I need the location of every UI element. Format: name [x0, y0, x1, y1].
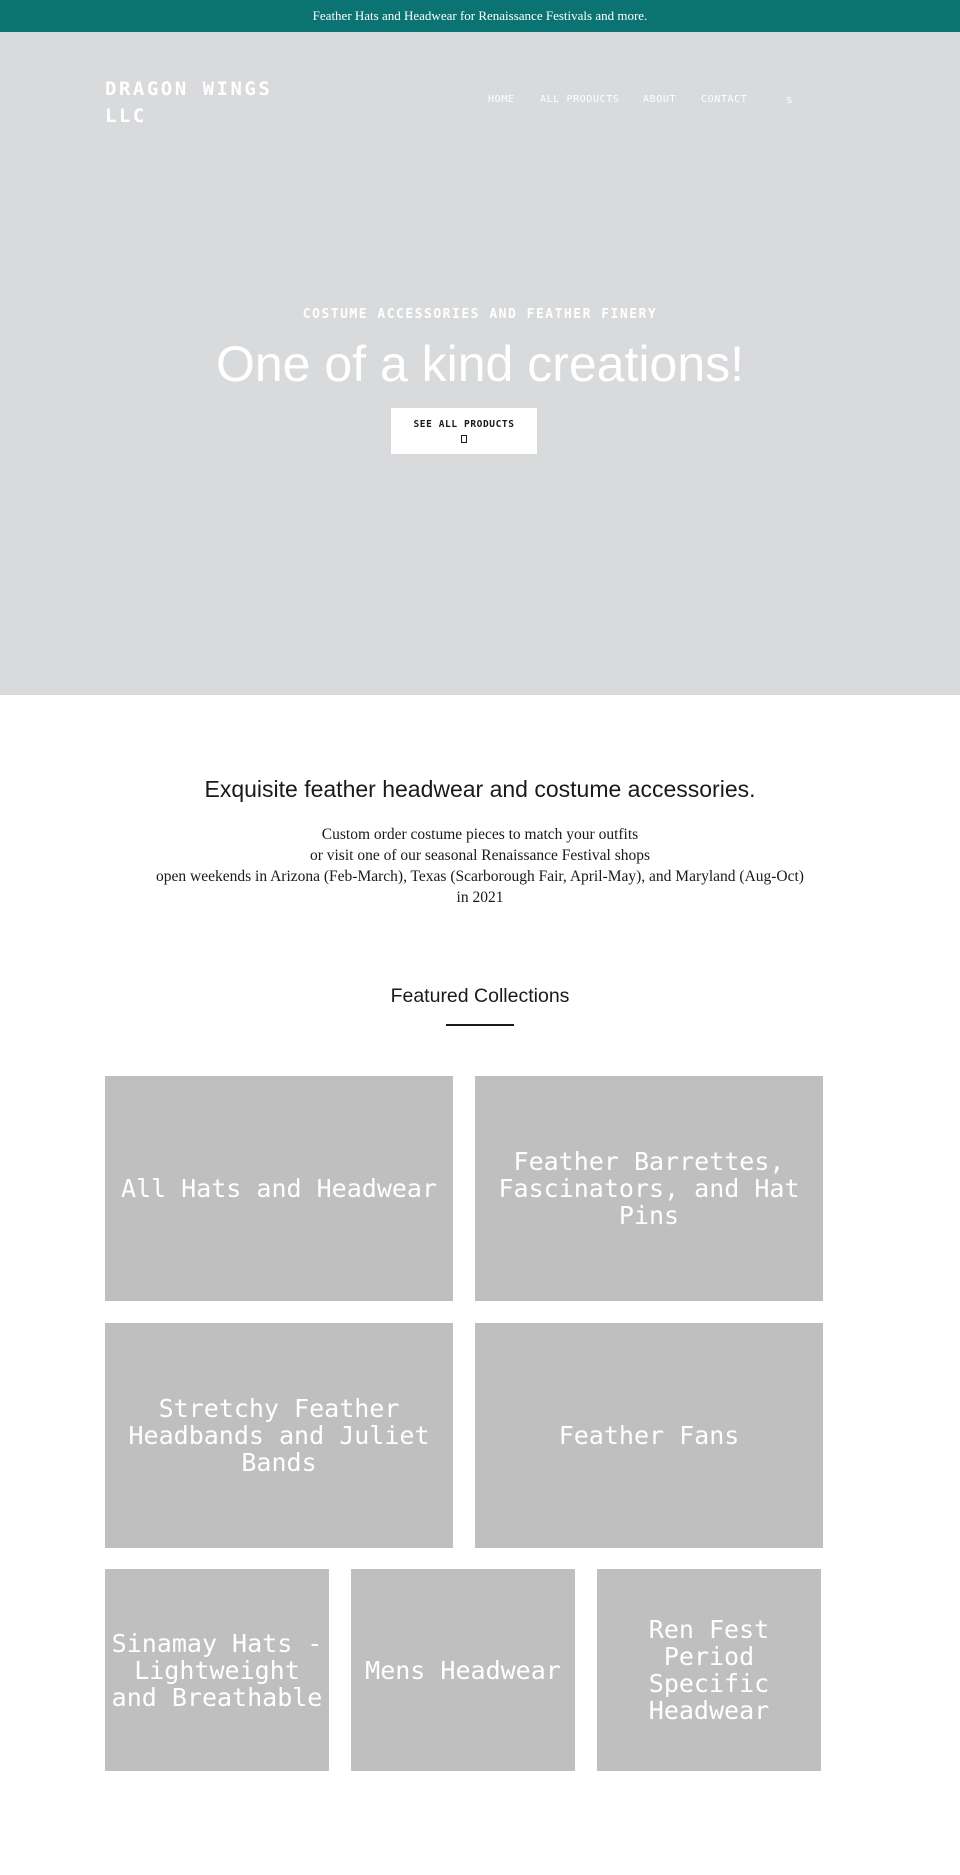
intro-line: open weekends in Arizona (Feb-March), Texas (Scarborough Fair, April-May), and Maryland (Aug-Oct)	[156, 868, 804, 885]
slideshow-dots	[0, 706, 960, 716]
hero-slideshow	[0, 32, 960, 695]
slide-dot-2[interactable]	[459, 706, 468, 715]
collection-tile-mens[interactable]: Mens Headwear	[351, 1569, 575, 1771]
section-divider	[446, 1024, 514, 1026]
collection-tile-headbands[interactable]: Stretchy Feather Headbands and Juliet Bands	[105, 1323, 453, 1548]
slide-dot-1[interactable]	[444, 706, 453, 715]
search-icon[interactable]: s	[786, 93, 794, 106]
slide-dot-3[interactable]	[474, 706, 483, 715]
announcement-text: Feather Hats and Headwear for Renaissance Festivals and more.	[312, 8, 648, 23]
see-all-products-label: SEE ALL PRODUCTS	[413, 419, 515, 430]
site-logo[interactable]: DRAGON WINGS LLC	[105, 78, 273, 127]
collection-tile-sinamay[interactable]: Sinamay Hats - Lightweight and Breathable	[105, 1569, 329, 1771]
collection-tile-fans[interactable]: Feather Fans	[475, 1323, 823, 1548]
intro-line: Custom order costume pieces to match your outfits	[321, 826, 639, 843]
intro-line: in 2021	[456, 889, 504, 906]
hero-eyebrow: COSTUME ACCESSORIES AND FEATHER FINERY	[302, 307, 658, 322]
main-nav	[0, 94, 960, 110]
collection-tile-ren-fest[interactable]: Ren Fest Period Specific Headwear	[597, 1569, 821, 1771]
nav-about[interactable]: ABOUT	[643, 94, 677, 105]
arrow-icon	[461, 435, 467, 443]
intro-line: or visit one of our seasonal Renaissance Festival shops	[309, 847, 651, 864]
nav-home[interactable]: HOME	[488, 94, 515, 105]
featured-collections-title: Featured Collections	[390, 985, 570, 1007]
see-all-products-button[interactable]	[391, 408, 537, 454]
collection-tile-all-hats[interactable]: All Hats and Headwear	[105, 1076, 453, 1301]
intro-title: Exquisite feather headwear and costume accessories.	[204, 776, 756, 802]
collection-tile-barrettes[interactable]: Feather Barrettes, Fascinators, and Hat Pins	[475, 1076, 823, 1301]
announcement-bar	[0, 0, 960, 32]
nav-all-products[interactable]: ALL PRODUCTS	[540, 94, 620, 105]
intro-text	[100, 824, 860, 908]
hero-title: One of a kind creations!	[215, 336, 745, 392]
nav-contact[interactable]: CONTACT	[701, 94, 748, 105]
